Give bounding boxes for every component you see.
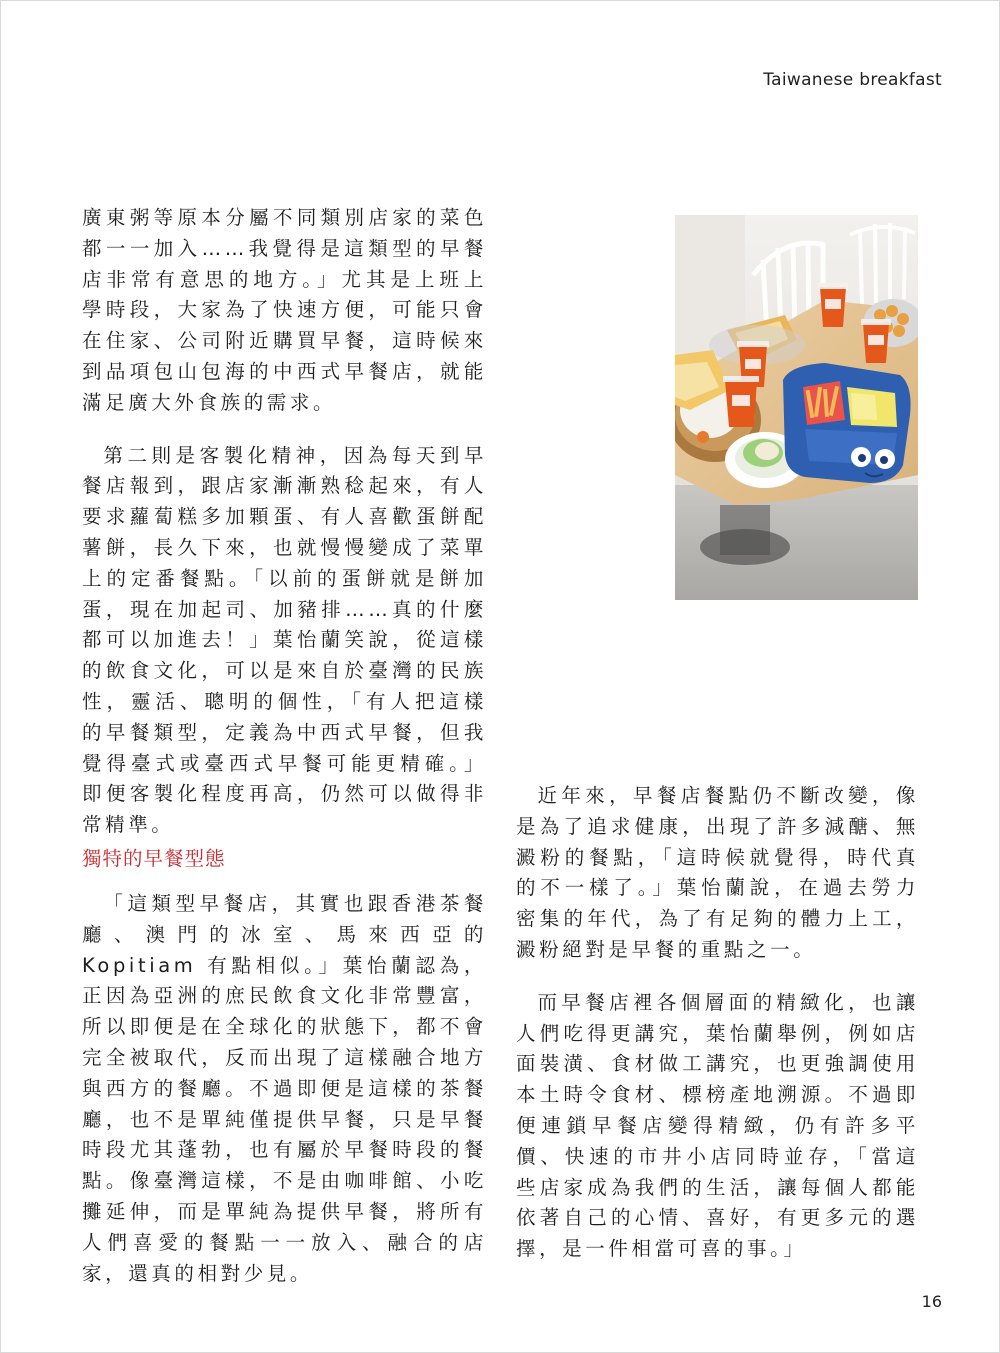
paragraph-4: 近年來，早餐店餐點仍不斷改變，像是為了追求健康，出現了許多減醣、無澱粉的餐點，「這時候就覺得，時代真的不一樣了。」葉怡蘭說，在過去勞力密集的年代，為了有足夠的體力上工，澱粉絕對是早餐的重點之一。 [516, 784, 919, 961]
paragraph-5: 而早餐店裡各個層面的精緻化，也讓人們吃得更講究，葉怡蘭舉例，例如店面裝潢、食材做工講究，也更強調使用本土時令食材、標榜產地溯源。不過即便連鎖早餐店變得精緻，仍有許多平價、快速的市井小店同時並存，「當這些店家成為我們的生活，讓每個人都能依著自己的心情、喜好，有更多元的選擇，是一件相當可喜的事。」 [516, 990, 919, 1261]
right-column [516, 781, 919, 1265]
paragraph-1: 廣東粥等原本分屬不同類別店家的菜色都一一加入……我覺得是這類型的早餐店非常有意思的地方。」尤其是上班上學時段，大家為了快速方便，可能只會在住家、公司附近購買早餐，這時候來到品項包山包海的中西式早餐店，就能滿足廣大外食族的需求。 [82, 206, 487, 414]
breakfast-illustration [675, 215, 918, 600]
page-number: 16 [921, 1292, 942, 1311]
paragraph-3: 「這類型早餐店，其實也跟香港茶餐廳、澳門的冰室、馬來西亞的 Kopitiam 有點相似。」葉怡蘭認為，正因為亞洲的庶民飲食文化非常豐富，所以即便是在全球化的狀態下，都不會完全被取代，反而出現了這樣融合地方與西方的餐廳。不過即便是這樣的茶餐廳，也不是單純僅提供早餐，只是早餐時段尤其蓬勃，也有屬於早餐時段的餐點。像臺灣這樣，不是由咖啡館、小吃攤延伸，而是單純為提供早餐，將所有人們喜愛的餐點一一放入、融合的店家，還真的相對少見。 [82, 892, 487, 1285]
paragraph-2: 第二則是客製化精神，因為每天到早餐店報到，跟店家漸漸熟稔起來，有人要求蘿蔔糕多加顆蛋、有人喜歡蛋餅配薯餅，長久下來，也就慢慢變成了菜單上的定番餐點。「以前的蛋餅就是餅加蛋，現在加起司、加豬排……真的什麼都可以加進去！」葉怡蘭笑說，從這樣的飲食文化，可以是來自於臺灣的民族性，靈活、聰明的個性，「有人把這樣的早餐類型，定義為中西式早餐，但我覺得臺式或臺西式早餐可能更精確。」即便客製化程度再高，仍然可以做得非常精準。 [82, 443, 487, 837]
left-column [82, 203, 487, 841]
section-body [82, 889, 487, 1289]
breakfast-photo [675, 215, 918, 600]
running-header: Taiwanese breakfast [763, 70, 942, 90]
section-heading: 獨特的早餐型態 [82, 847, 226, 870]
